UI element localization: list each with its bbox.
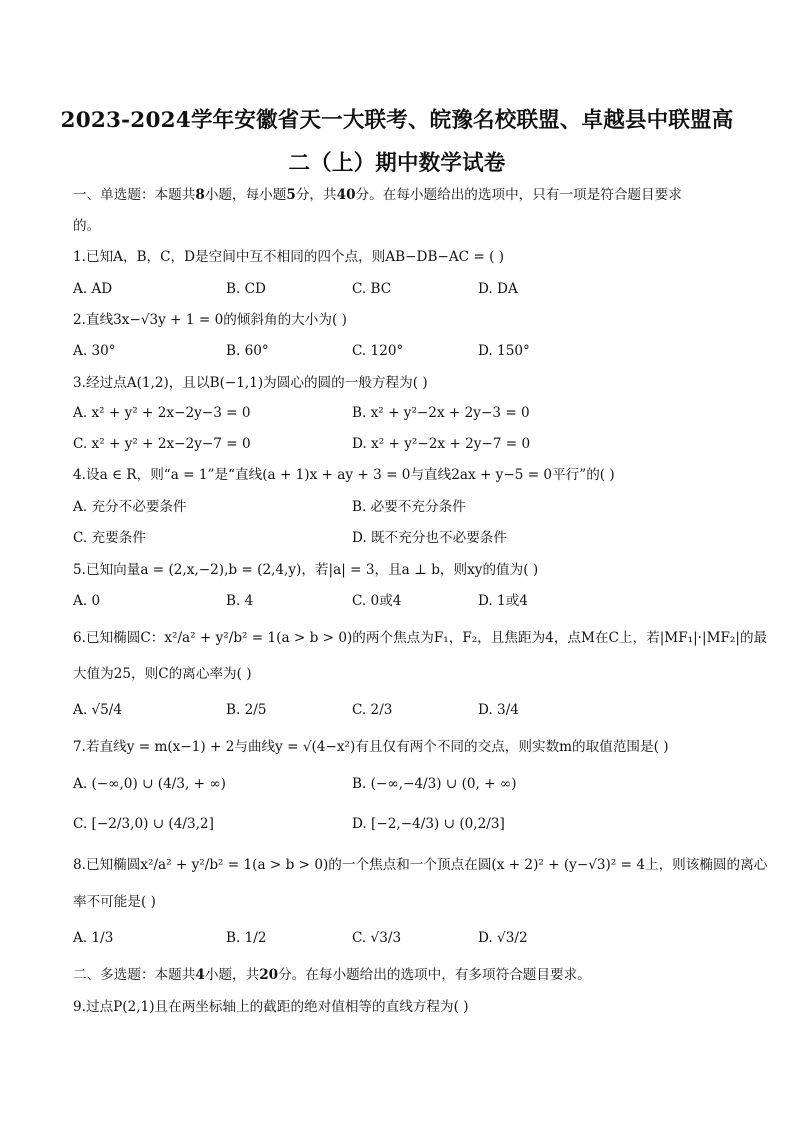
question-2-stem: 2.直线3x−√3y + 1 = 0的倾斜角的大小为( ): [73, 312, 347, 328]
section-1-intro: 一、单选题：本题共8小题，每小题5分，共40分。在每小题给出的选项中，只有一项是符合题目要求: [73, 187, 682, 203]
question-1-option-b: B. CD: [226, 281, 266, 297]
question-9-stem: 9.过点P(2,1)且在两坐标轴上的截距的绝对值相等的直线方程为( ): [73, 999, 469, 1015]
question-8-stem: 8.已知椭圆x²/a² + y²/b² = 1(a > b > 0)的一个焦点和一个顶点在圆(x + 2)² + (y−√3)² = 4上，则该椭圆的离心: [73, 857, 768, 873]
question-1-option-d: D. DA: [478, 281, 518, 297]
question-1-option-a: A. AD: [73, 281, 113, 297]
question-5-option-d: D. 1或4: [478, 593, 528, 609]
question-5-option-c: C. 0或4: [352, 593, 402, 609]
question-3-option-b: B. x² + y²−2x + 2y−3 = 0: [352, 405, 530, 421]
question-4-option-a: A. 充分不必要条件: [73, 499, 187, 515]
question-8-stem-cont: 率不可能是( ): [73, 894, 156, 910]
question-8-option-c: C. √3/3: [352, 930, 402, 946]
question-5-stem: 5.已知向量a = (2,x,−2),b = (2,4,y)，若|a| = 3，且a ⊥ b，则xy的值为( ): [73, 562, 539, 578]
question-1-stem: 1.已知A，B，C，D是空间中互不相同的四个点，则AB−DB−AC = ( ): [73, 249, 505, 265]
question-4-option-b: B. 必要不充分条件: [352, 499, 466, 515]
question-7-option-c: C. [−2/3,0) ∪ (4/3,2]: [73, 816, 214, 832]
question-5-option-a: A. 0: [73, 593, 101, 609]
exam-title-line2: 二（上）期中数学试卷: [288, 151, 506, 176]
exam-title-line1: 2023-2024学年安徽省天一大联考、皖豫名校联盟、卓越县中联盟高: [60, 108, 734, 133]
question-6-stem: 6.已知椭圆C：x²/a² + y²/b² = 1(a > b > 0)的两个焦点为F₁，F₂，且焦距为4，点M在C上，若|MF₁|·|MF₂|的最: [73, 630, 768, 646]
section-1-intro-cont: 的。: [73, 218, 101, 234]
question-7-option-a: A. (−∞,0) ∪ (4/3, + ∞): [73, 776, 226, 792]
question-8-option-a: A. 1/3: [73, 930, 114, 946]
question-7-option-b: B. (−∞,−4/3) ∪ (0, + ∞): [352, 776, 517, 792]
question-4-option-d: D. 既不充分也不必要条件: [352, 530, 507, 546]
question-6-stem-cont: 大值为25，则C的离心率为( ): [73, 666, 252, 682]
question-7-stem: 7.若直线y = m(x−1) + 2与曲线y = √(4−x²)有且仅有两个不同的交点，则实数m的取值范围是( ): [73, 739, 669, 755]
question-8-option-d: D. √3/2: [478, 930, 528, 946]
question-7-option-d: D. [−2,−4/3) ∪ (0,2/3]: [352, 816, 505, 832]
section-2-intro: 二、多选题：本题共4小题，共20分。在每小题给出的选项中，有多项符合题目要求。: [73, 967, 591, 983]
question-4-option-c: C. 充要条件: [73, 530, 146, 546]
question-2-option-d: D. 150°: [478, 343, 530, 359]
question-3-stem: 3.经过点A(1,2)，且以B(−1,1)为圆心的圆的一般方程为( ): [73, 375, 428, 391]
question-2-option-a: A. 30°: [73, 343, 116, 359]
question-6-option-c: C. 2/3: [352, 702, 393, 718]
question-6-option-b: B. 2/5: [226, 702, 267, 718]
question-3-option-a: A. x² + y² + 2x−2y−3 = 0: [73, 405, 251, 421]
question-3-option-c: C. x² + y² + 2x−2y−7 = 0: [73, 436, 251, 452]
question-4-stem: 4.设a ∈ R，则“a = 1”是“直线(a + 1)x + ay + 3 = 0与直线2ax + y−5 = 0平行”的( ): [73, 467, 615, 483]
question-2-option-c: C. 120°: [352, 343, 404, 359]
question-8-option-b: B. 1/2: [226, 930, 267, 946]
question-6-option-d: D. 3/4: [478, 702, 519, 718]
question-3-option-d: D. x² + y²−2x + 2y−7 = 0: [352, 436, 531, 452]
question-6-option-a: A. √5/4: [73, 702, 122, 718]
question-1-option-c: C. BC: [352, 281, 392, 297]
question-2-option-b: B. 60°: [226, 343, 269, 359]
question-5-option-b: B. 4: [226, 593, 254, 609]
